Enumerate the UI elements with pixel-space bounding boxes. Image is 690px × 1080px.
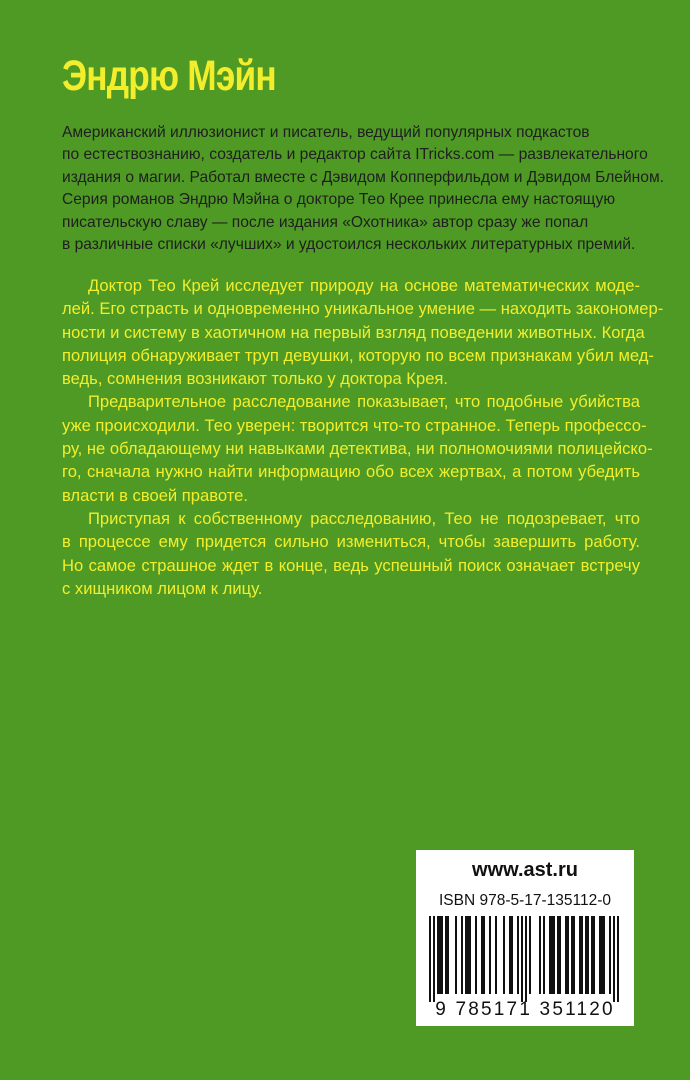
annotation-paragraph-3 [62, 507, 640, 600]
annotation-line: с хищником лицом к лицу. [62, 578, 263, 598]
annotation-line: власти в своей правоте. [62, 485, 248, 505]
barcode-bar [461, 916, 463, 994]
barcode-bar [467, 916, 469, 994]
barcode-guard-bar [525, 916, 527, 1002]
barcode-bar [599, 916, 601, 994]
barcode-image [429, 916, 621, 1004]
barcode-guard-bar [617, 916, 619, 1002]
barcode-bar [475, 916, 477, 994]
barcode-bar [593, 916, 595, 994]
annotation-line: в процессе ему придется сильно измениться, чтобы завершить работу. [62, 532, 640, 552]
barcode-bar [503, 916, 505, 994]
barcode-bar [581, 916, 583, 994]
barcode-bar [455, 916, 457, 994]
publisher-website: www.ast.ru [472, 859, 578, 881]
barcode-bar [565, 916, 567, 994]
barcode-bar [603, 916, 605, 994]
barcode-bar [441, 916, 443, 994]
barcode-guard-bar [429, 916, 431, 1002]
barcode-bar [489, 916, 491, 994]
barcode-bar [579, 916, 581, 994]
isbn-number: ISBN 978-5-17-135112-0 [438, 892, 612, 909]
barcode-bar [551, 916, 553, 994]
barcode-digits: 9 785171 351120 [435, 999, 615, 1020]
barcode-guard-bar [433, 916, 435, 1002]
author-name: Эндрю Мэйн [62, 52, 276, 100]
annotation-line: лей. Его страсть и одновременно уникальное умение — находить закономер- [62, 299, 664, 319]
barcode-bar [529, 916, 531, 994]
bio-line: по естествознанию, создатель и редактор сайта ITricks.com — развлекательного [62, 146, 648, 164]
bio-line: писательскую славу — после издания «Охотника» автор сразу же попал [62, 213, 589, 231]
bio-line: Американский иллюзионист и писатель, ведущий популярных подкастов [62, 124, 590, 141]
barcode-bar [447, 916, 449, 994]
barcode-guard-bar [521, 916, 523, 1002]
barcode-bar [601, 916, 603, 994]
bio-line: Серия романов Эндрю Мэйна о докторе Тео Крее принесла ему настоящую [62, 191, 616, 209]
barcode-bar [481, 916, 483, 994]
barcode-bar [587, 916, 589, 994]
annotation-line: Но самое страшное ждет в конце, ведь успешный поиск означает встречу [62, 555, 640, 575]
barcode-bar [437, 916, 439, 994]
barcode-bar [511, 916, 513, 994]
bio-line: издания о магии. Работал вместе с Дэвидом Копперфильдом и Дэвидом Блейном. [62, 168, 665, 186]
annotation-line: Приступая к собственному расследованию, Тео не подозревает, что [88, 508, 640, 528]
barcode-bar [567, 916, 569, 994]
barcode-bar [553, 916, 555, 994]
barcode-bar [543, 916, 545, 994]
annotation-line: ру, не обладающему ни навыками детектива, ни полномочиями полицейско- [62, 439, 653, 459]
barcode-bar [439, 916, 441, 994]
barcode-bar [469, 916, 471, 994]
annotation-paragraph-2 [62, 390, 653, 506]
annotation-line: Доктор Тео Крей исследует природу на основе математических моде- [88, 276, 640, 295]
annotation-line: ности и систему в хаотичном на первый взгляд поведении животных. Когда [62, 322, 645, 342]
barcode-bar [539, 916, 541, 994]
barcode-bar [557, 916, 559, 994]
barcode-bar [465, 916, 467, 994]
barcode-bar [571, 916, 573, 994]
barcode-bar [509, 916, 511, 994]
barcode-bar [517, 916, 519, 994]
author-bio [62, 122, 665, 256]
barcode-bar [585, 916, 587, 994]
barcode-guard-bar [613, 916, 615, 1002]
barcode-bar [609, 916, 611, 994]
barcode-bar [559, 916, 561, 994]
bio-line: в различные списки «лучших» и удостоился нескольких литературных премий. [62, 236, 636, 254]
annotation-line: полиция обнаруживает труп девушки, которую по всем признакам убил мед- [62, 345, 654, 365]
annotation-paragraph-1 [62, 274, 664, 390]
barcode-bar [573, 916, 575, 994]
barcode-bar [495, 916, 497, 994]
barcode-bar [483, 916, 485, 994]
annotation-line: го, сначала нужно найти информацию обо всех жертвах, а потом убедить [62, 462, 640, 482]
annotation-line: ведь, сомнения возникают только у доктора Крея. [62, 369, 449, 389]
annotation-line: уже происходили. Тео уверен: творится что-то странное. Теперь профессо- [62, 415, 647, 435]
barcode-bar [549, 916, 551, 994]
barcode-panel [416, 850, 634, 1026]
book-annotation [62, 274, 664, 600]
barcode-bar [591, 916, 593, 994]
annotation-line: Предварительное расследование показывает, что подобные убийства [88, 392, 640, 412]
barcode-bar [445, 916, 447, 994]
